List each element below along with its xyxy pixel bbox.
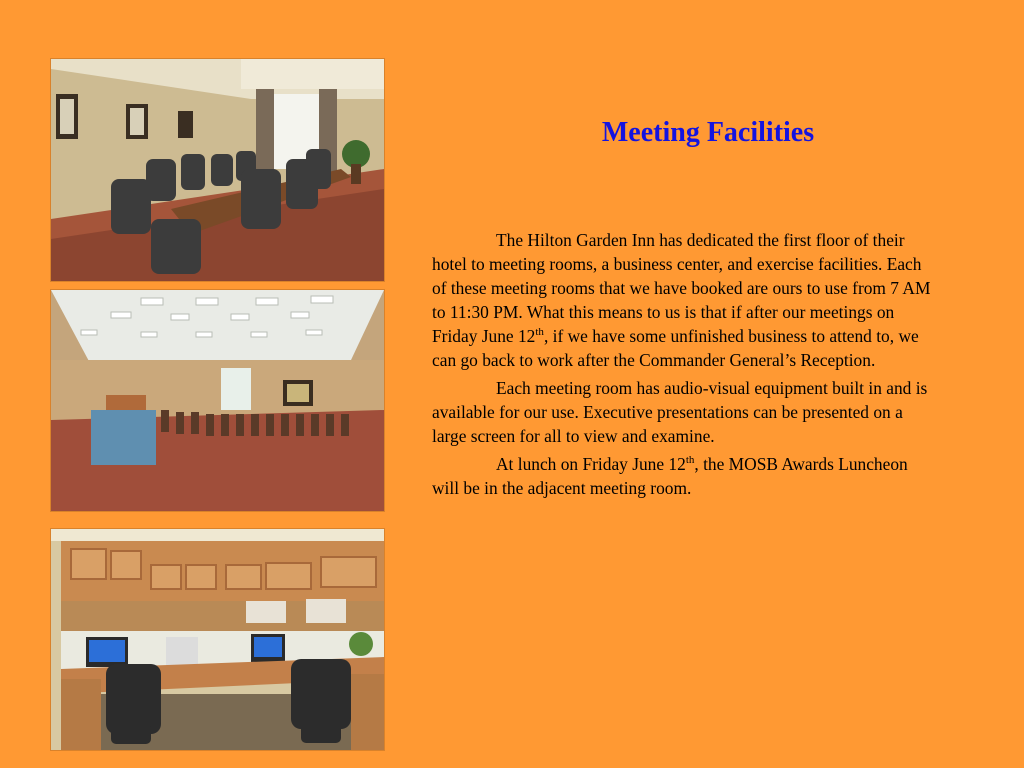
paragraph-3: [432, 452, 937, 500]
paragraph-2-text: Each meeting room has audio-visual equipment built in and is available for our use. Executive presentations can be presented on a large screen for all to view and examine.: [432, 378, 928, 446]
meeting-room-photo: [51, 290, 384, 511]
ordinal-suffix: th: [535, 326, 544, 339]
paragraph-1-continued: , if we have some unfinished business to attend to, we can go back to work after the Commander General’s Reception.: [432, 326, 919, 370]
slide-title: Meeting Facilities: [601, 117, 815, 148]
ordinal-suffix: th: [685, 454, 695, 467]
paragraph-1: [432, 228, 937, 372]
slide-body: [432, 228, 937, 504]
business-center-photo: [51, 529, 384, 750]
paragraph-3-continued: , the MOSB Awards Luncheon will be in the adjacent meeting room.: [432, 454, 908, 498]
boardroom-photo: [51, 59, 384, 281]
paragraph-2: [432, 376, 937, 448]
paragraph-3-text: At lunch on Friday June 12: [496, 454, 686, 474]
paragraph-1-text: The Hilton Garden Inn has dedicated the first floor of their hotel to meeting rooms, a business center, and exercise facilities. Each of these meeting rooms that we have booked are ours to use from 7 AM to 11:30 PM. What this means to us is that if after our meetings on Friday June 12: [432, 230, 931, 346]
